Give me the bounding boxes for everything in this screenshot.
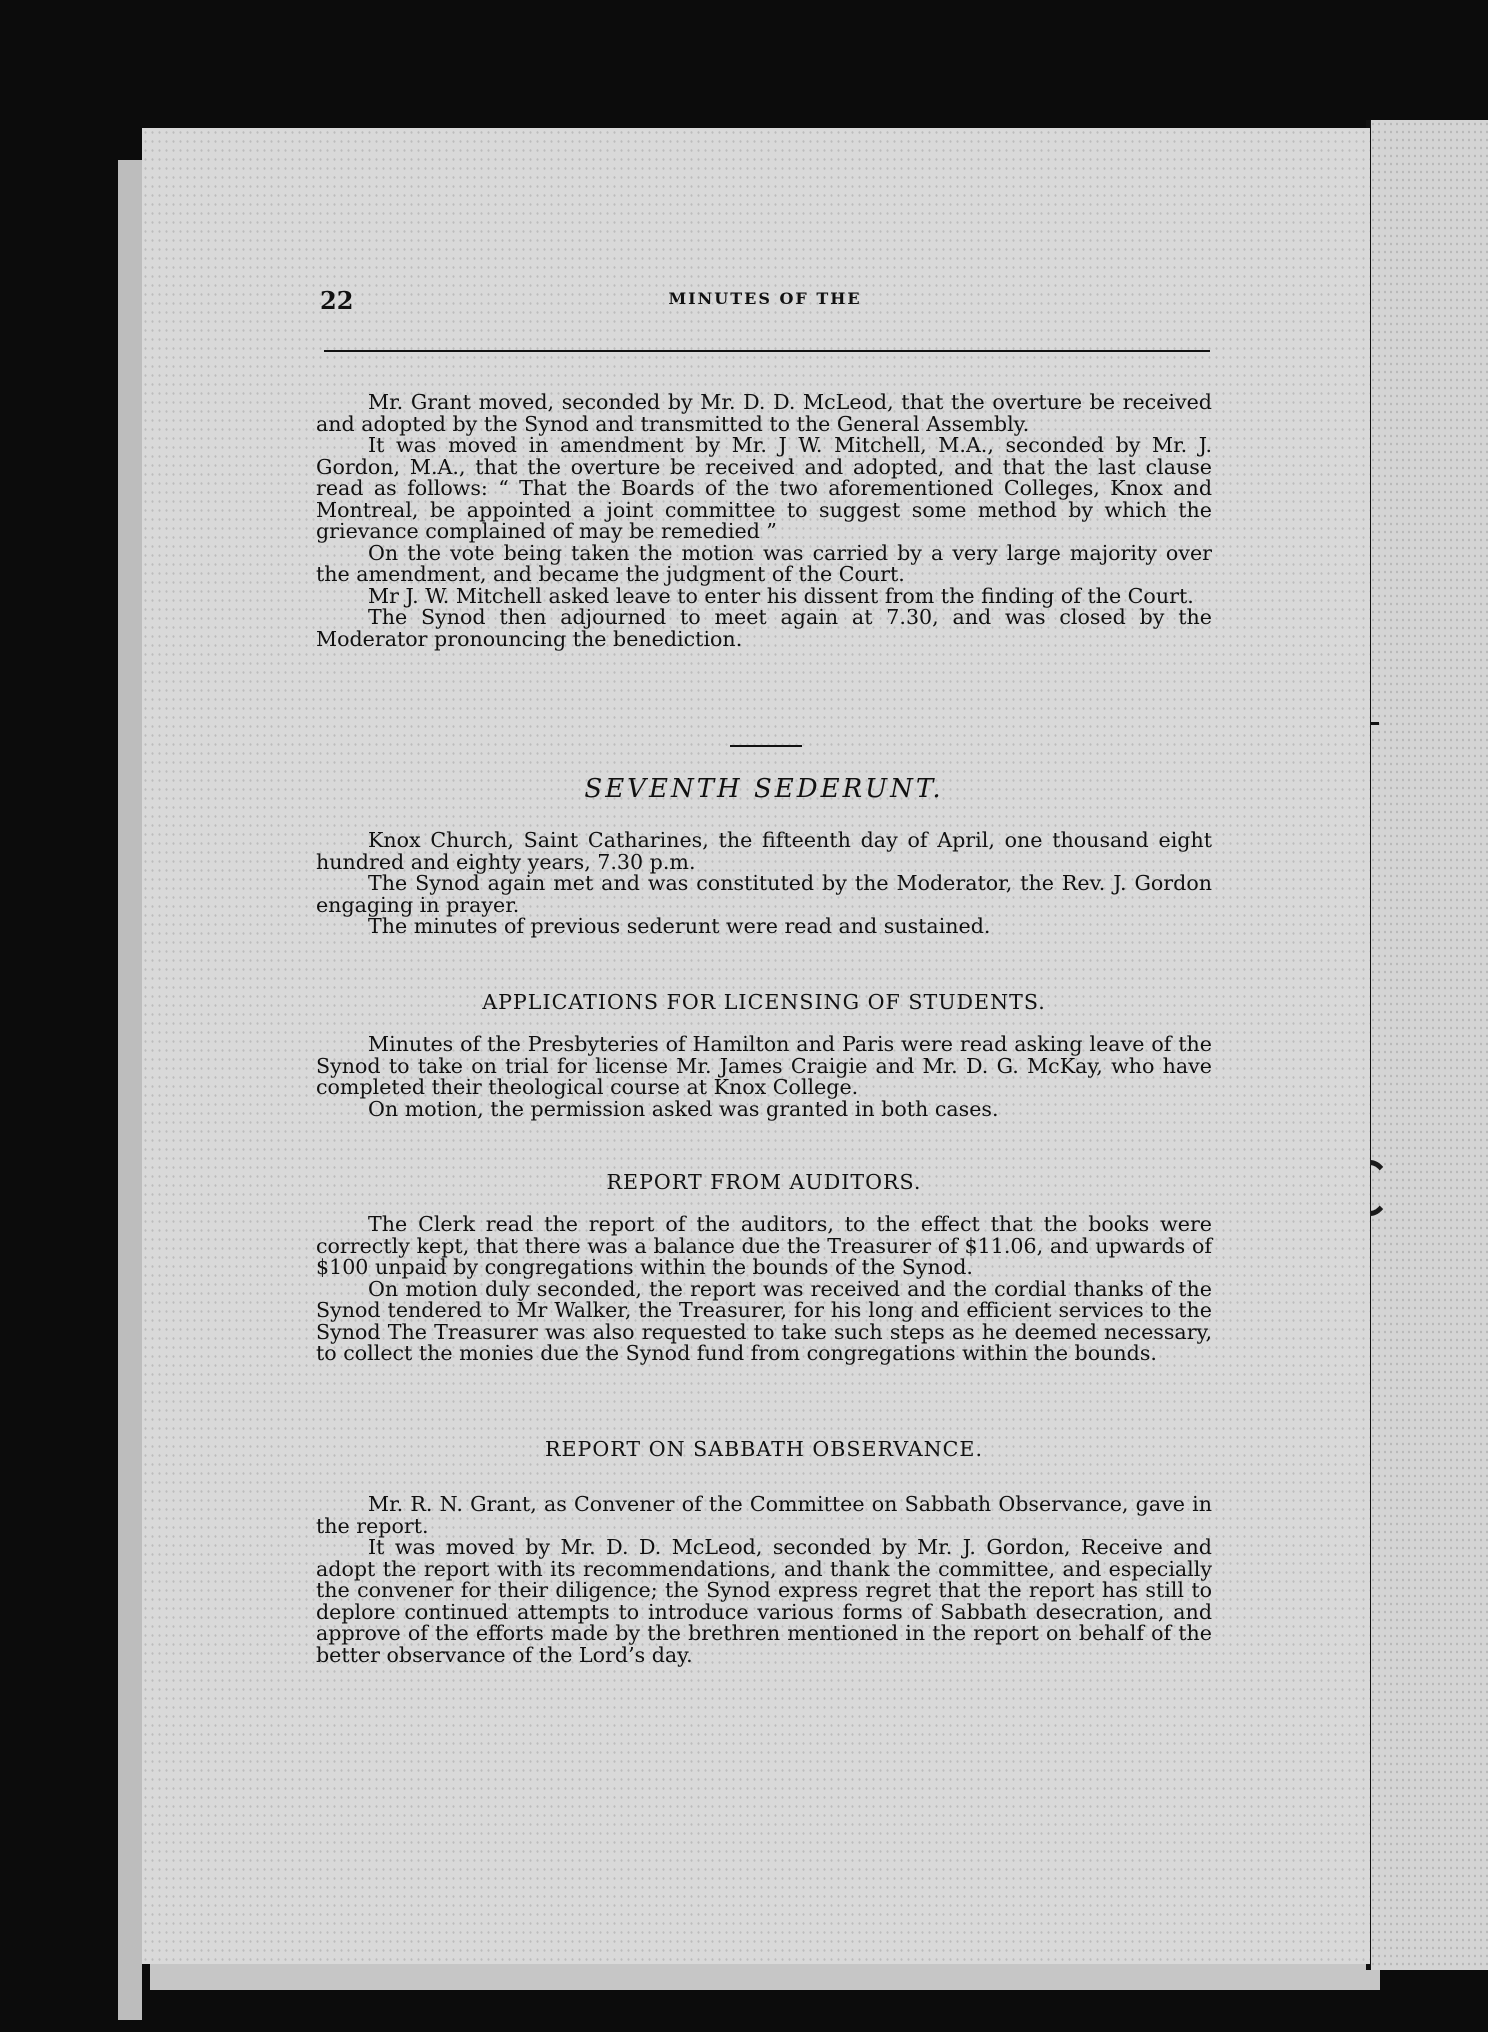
paragraph: Mr J. W. Mitchell asked leave to enter his dissent from the finding of the Court. xyxy=(368,583,1194,608)
auditors-section xyxy=(316,1214,1212,1365)
sederunt-minutes xyxy=(316,830,1212,938)
paragraph: The minutes of previous sederunt were read and sustained. xyxy=(368,914,991,938)
paragraph: Mr. Grant moved, seconded by Mr. D. D. McLeod, that the overture be received and adopted by the Synod and transmitted to the General Assembly. xyxy=(316,390,1212,436)
section-divider xyxy=(730,745,802,747)
sabbath-section xyxy=(316,1494,1212,1666)
section-heading-auditors: REPORT FROM AUDITORS. xyxy=(606,1170,922,1194)
paragraph: The Synod then adjourned to meet again at 7.30, and was closed by the Moderator pronouncing the benediction. xyxy=(316,605,1212,651)
applications-section xyxy=(316,1034,1212,1120)
page-number: 22 xyxy=(320,286,354,315)
paragraph: On motion, the permission asked was granted in both cases. xyxy=(368,1096,999,1121)
paragraph: The Synod again met and was constituted by the Moderator, the Rev. J. Gordon engaging in prayer. xyxy=(316,871,1212,917)
paragraph: Knox Church, Saint Catharines, the fifteenth day of April, one thousand eight hundred and eighty years, 7.30 p.m. xyxy=(316,828,1212,874)
paragraph: On the vote being taken the motion was carried by a very large majority over the amendment, and became the judgment of the Court. xyxy=(316,540,1212,586)
running-header xyxy=(320,286,1210,316)
sederunt-title: SEVENTH SEDERUNT. xyxy=(584,774,944,804)
paragraph: It was moved by Mr. D. D. McLeod, seconded by Mr. J. Gordon, Receive and adopt the report with its recommendations, and thank the committee, and especially the convener for their diligence; the Synod express regret that the report has still to deplore continued attempts to introduce various forms of Sabbath desecration, and approve of the efforts made by the brethren mentioned in the report on behalf of the better observance of the Lord’s day. xyxy=(316,1535,1212,1667)
paragraph: It was moved in amendment by Mr. J W. Mitchell, M.A., seconded by Mr. J. Gordon, M.A., that the overture be received and adopted, and that the last clause read as follows: “ That the Boards of the two aforementioned Colleges, Knox and Montreal, be appointed a joint committee to suggest some method by which the grievance complained of may be remedied ” xyxy=(316,433,1212,543)
facing-page xyxy=(1370,120,1488,1970)
paragraph: On motion duly seconded, the report was received and the cordial thanks of the Synod tendered to Mr Walker, the Treasurer, for his long and efficient services to the Synod The Treasurer was also requested to take such steps as he deemed necessary, to collect the monies due the Synod fund from congregations within the bounds. xyxy=(316,1276,1212,1365)
section-heading-sabbath: REPORT ON SABBATH OBSERVANCE. xyxy=(544,1437,984,1461)
opening-minutes xyxy=(316,392,1212,650)
paragraph: Minutes of the Presbyteries of Hamilton and Paris were read asking leave of the Synod to take on trial for license Mr. James Craigie and Mr. D. G. McKay, who have completed their theological course at Knox College. xyxy=(316,1032,1212,1099)
running-title: MINUTES OF THE xyxy=(668,289,862,308)
paragraph: The Clerk read the report of the auditors, to the effect that the books were correctly kept, that there was a balance due the Treasurer of $11.06, and upwards of $100 unpaid by congregations within the bounds of the Synod. xyxy=(316,1212,1212,1279)
header-rule xyxy=(324,350,1210,352)
section-heading-applications: APPLICATIONS FOR LICENSING OF STUDENTS. xyxy=(482,990,1046,1014)
paragraph: Mr. R. N. Grant, as Convener of the Committee on Sabbath Observance, gave in the report. xyxy=(316,1492,1212,1538)
underlying-sheet-edge xyxy=(118,160,142,2020)
